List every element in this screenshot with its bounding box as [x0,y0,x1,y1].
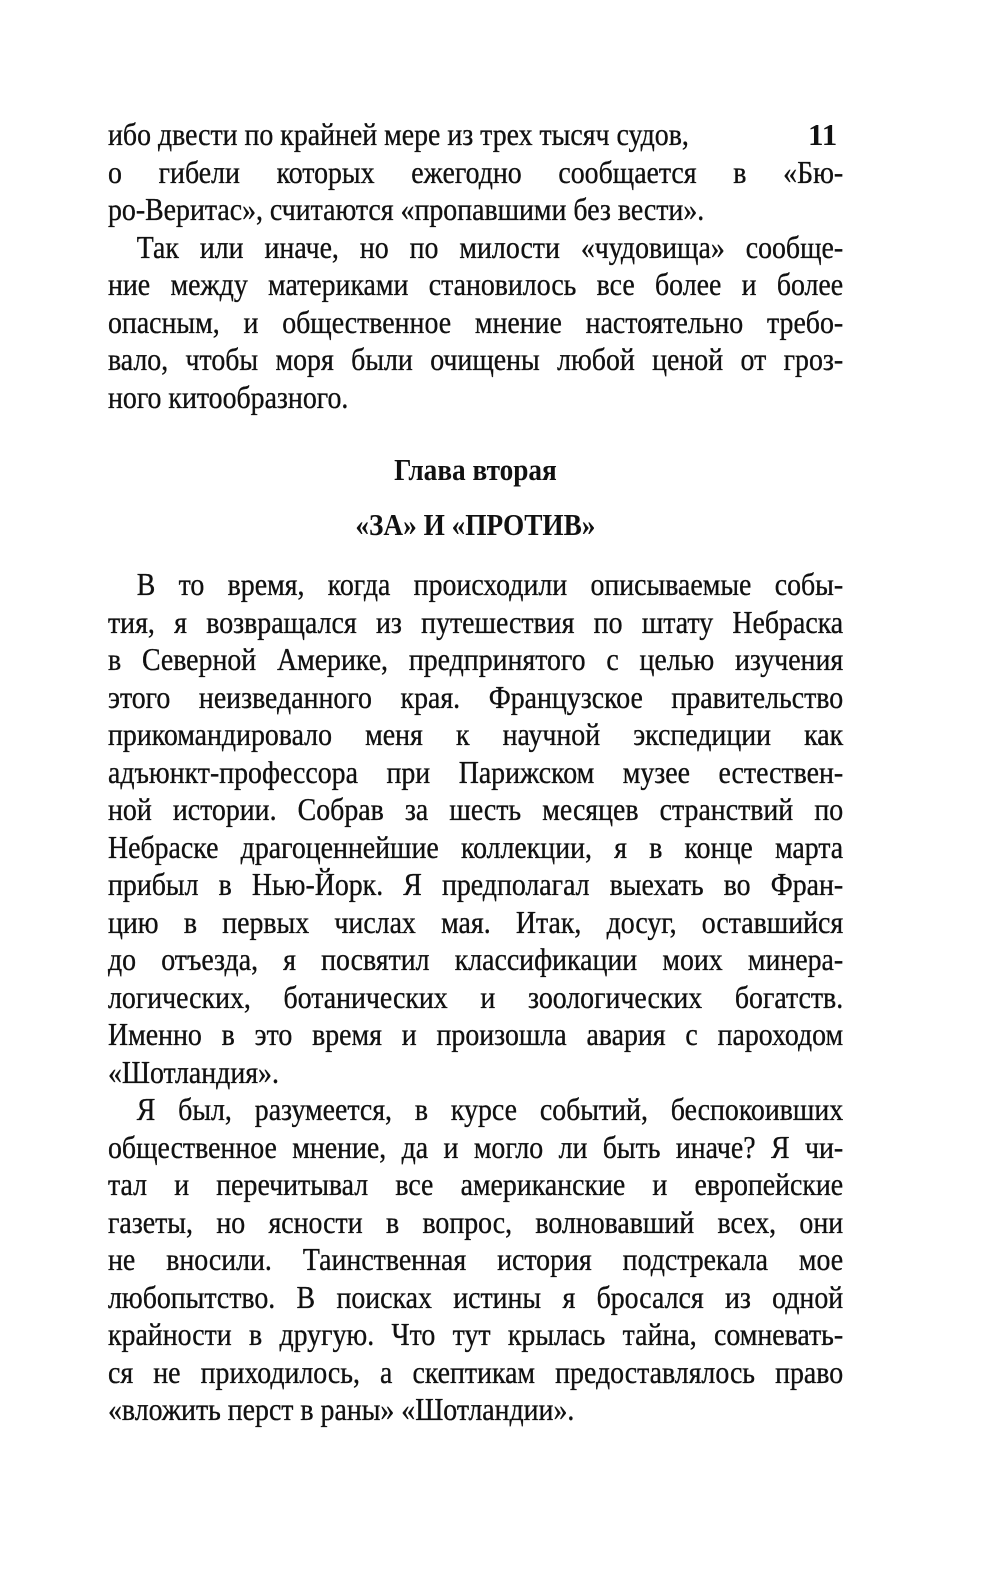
text-line-content: Я был, разумеется, в курсе событий, беспокоивших [136,1091,844,1127]
text-line-content: о гибели которых ежегодно сообщается в «Бю- [108,153,844,190]
text-line-content: ибо двести по крайней мере из трех тысяч судов, [108,116,689,152]
text-line [108,904,843,942]
text-line [108,716,843,754]
text-line [108,1129,843,1167]
text-line [108,116,843,154]
text-line [108,1091,843,1129]
text-line [108,754,843,792]
text-line-content: Именно в это время и произошла авария с пароходом [108,1016,844,1052]
text-line-content: ной истории. Собрав за шесть месяцев странствий по [108,791,844,827]
text-line [108,1354,843,1392]
text-line [108,1241,843,1279]
text-line-content: любопытство. В поисках истины я бросался из одной [108,1278,844,1315]
text-line [108,1279,843,1317]
text-line-content: логических, ботанических и зоологических богатств. [108,978,844,1015]
text-line-content: цию в первых числах мая. Итак, досуг, оставшийся [108,903,844,940]
text-line-content: прибыл в Нью-Йорк. Я предполагал выехать во Фран- [108,866,844,902]
text-line [108,229,843,267]
text-line-content: в Северной Америке, предпринятого с целью изучения [108,641,844,677]
chapter-subtitle [108,505,843,545]
text-line-content: ние между материками становилось все более и более [108,266,844,302]
chapter-title-text: Глава вторая [394,452,557,487]
text-line-content: «вложить перст в раны» «Шотландии». [108,1391,575,1427]
text-line-content: ного китообразного. [108,378,349,415]
text-block-bottom [108,566,843,1429]
text-line [108,641,843,679]
text-line-content: В то время, когда происходили описываемые собы- [136,566,844,602]
text-line [108,1391,843,1429]
text-line [108,1204,843,1242]
text-line [108,566,843,604]
text-line [108,829,843,867]
text-line-content: вало, чтобы моря были очищены любой ценой от гроз- [108,341,844,377]
text-line [108,1166,843,1204]
text-line-content: «Шотландия». [108,1053,279,1090]
text-line [108,379,843,417]
text-line-content: Так или иначе, но по милости «чудовища» сообще- [136,228,844,265]
text-line-content: этого неизведанного края. Французское правительство [108,678,844,715]
text-line [108,266,843,304]
text-line-content: тал и перечитывал все американские и европейские [108,1166,844,1202]
text-line-content: опасным, и общественное мнение настоятельно требо- [108,303,844,340]
text-line-content: адъюнкт-профессора при Парижском музее естествен- [108,753,844,790]
text-line-content: не вносили. Таинственная история подстрекала мое [108,1241,844,1277]
text-line-content: до отъезда, я посвятил классификации моих минера- [108,941,844,977]
text-line-content: тия, я возвращался из путешествия по штату Небраска [108,603,844,640]
chapter-subtitle-text: «ЗА» И «ПРОТИВ» [355,507,596,542]
text-line-content: крайности в другую. Что тут крылась тайна, сомневать- [108,1316,844,1352]
text-line-content: ро-Веритас», считаются «пропавшими без вести». [108,191,705,227]
text-line [108,604,843,642]
text-line [108,1316,843,1354]
text-line [108,191,843,229]
text-line-content: общественное мнение, да и могло ли быть иначе? Я чи- [108,1128,844,1165]
text-line-content: ся не приходилось, а скептикам предоставлялось право [108,1353,844,1390]
text-line [108,341,843,379]
text-line [108,1054,843,1092]
text-line [108,941,843,979]
chapter-title [108,450,843,490]
text-line-content: Небраске драгоценнейшие коллекции, я в конце марта [108,828,844,865]
text-line [108,304,843,342]
text-line-content: газеты, но ясности в вопрос, волновавший всех, они [108,1203,844,1240]
text-block-top [108,116,843,416]
text-line [108,791,843,829]
text-line [108,154,843,192]
text-line [108,1016,843,1054]
text-line [108,866,843,904]
text-line [108,979,843,1017]
page-number: 11 [808,117,838,152]
text-line [108,679,843,717]
text-line-content: прикомандировало меня к научной экспедиции как [108,716,844,752]
